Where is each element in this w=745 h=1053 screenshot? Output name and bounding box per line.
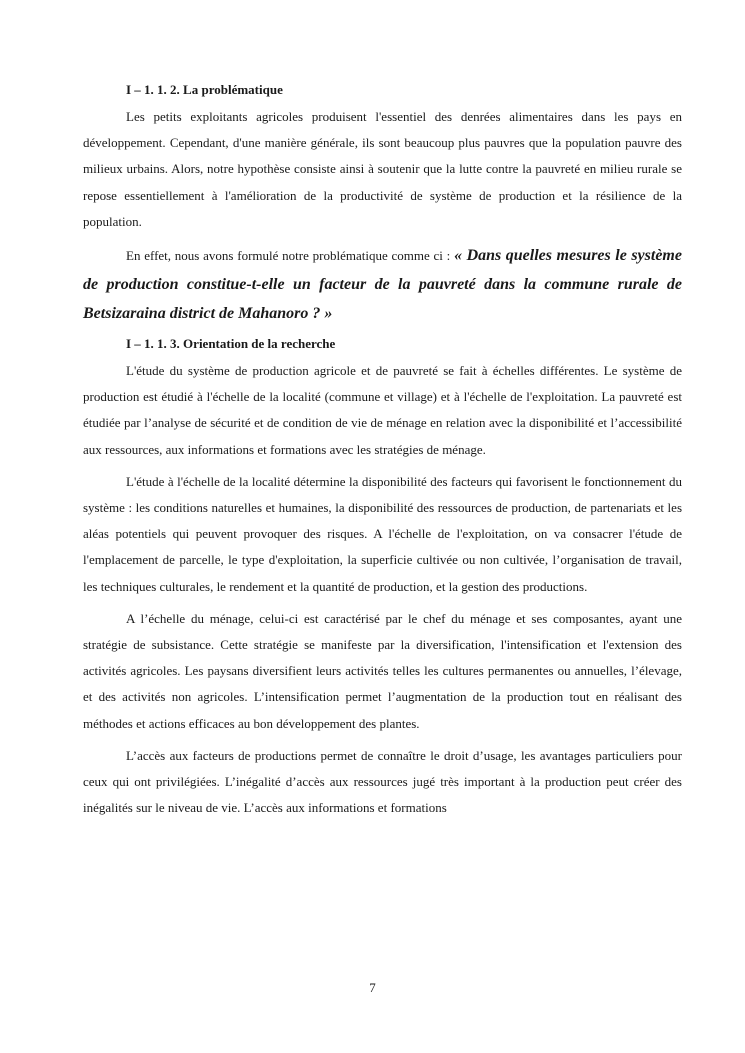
paragraph: Les petits exploitants agricoles produisent l'essentiel des denrées alimentaires dans les pays en développement. Cependant, d'une manière générale, ils sont beaucoup plus pauvres que la population pauvre des milieux urbains. Alors, notre hypothèse consiste ainsi à soutenir que la lutte contre la pauvreté en milieu rurale se repose essentiellement à l'amélioration de la productivité de système de production et la résilience de la population. bbox=[83, 109, 682, 229]
problem-intro: En effet, nous avons formulé notre problématique comme ci : bbox=[126, 248, 455, 264]
paragraph: L'étude à l'échelle de la localité détermine la disponibilité des facteurs qui favorisent le fonctionnement du système : les conditions naturelles et humaines, la disponibilité des ressources de production, de partenariats et les aléas potentiels qui peuvent provoquer des risques. A l'échelle de l'exploitation, on va consacrer l'étude de l'emplacement de parcelle, le type d'exploitation, la superficie cultivée ou non cultivée, l’organisation de travail, les techniques culturales, le rendement et la quantité de production, et la gestion des productions. bbox=[83, 473, 682, 594]
research-question: « Dans quelles mesures le système de production constitue-t-elle un facteur de la pauvreté dans la commune rurale de Betsizaraina district de Mahanoro ? » bbox=[83, 247, 682, 323]
paragraph: L'étude du système de production agricole et de pauvreté se fait à échelles différentes. Le système de production est étudié à l'échelle de la localité (commune et village) et à l'échelle de l'exploitation. La pauvreté est étudiée par l’analyse de sécurité et de condition de vie de ménage en relation avec la disponibilité et l’accessibilité aux ressources, aux informations et formations avec les stratégies de ménage. bbox=[83, 363, 682, 457]
section-heading-orientation: I – 1. 1. 3. Orientation de la recherche bbox=[126, 336, 336, 352]
section-heading-problematique: I – 1. 1. 2. La problématique bbox=[126, 82, 283, 97]
document-page bbox=[83, 78, 682, 827]
paragraph: L’accès aux facteurs de productions permet de connaître le droit d’usage, les avantages particuliers pour ceux qui ont privilégiées. L’inégalité d’accès aux ressources jugé très important à la production peut créer des inégalités sur le niveau de vie. L’accès aux informations et formations bbox=[83, 747, 682, 816]
problem-statement-paragraph bbox=[83, 241, 682, 328]
page-number: 7 bbox=[369, 980, 376, 995]
paragraph: A l’échelle du ménage, celui-ci est caractérisé par le chef du ménage et ses composantes, ayant une stratégie de subsistance. Cette stratégie se manifeste par la diversification, l'intensification et l'extension des activités agricoles. Les paysans diversifient leurs activités telles les cultures permanentes ou annuelles, l’élevage, et des activités non agricoles. L’intensification permet l’augmentation de la production tout en réalisant des méthodes et actions efficaces au bon développement des plantes. bbox=[83, 610, 682, 731]
